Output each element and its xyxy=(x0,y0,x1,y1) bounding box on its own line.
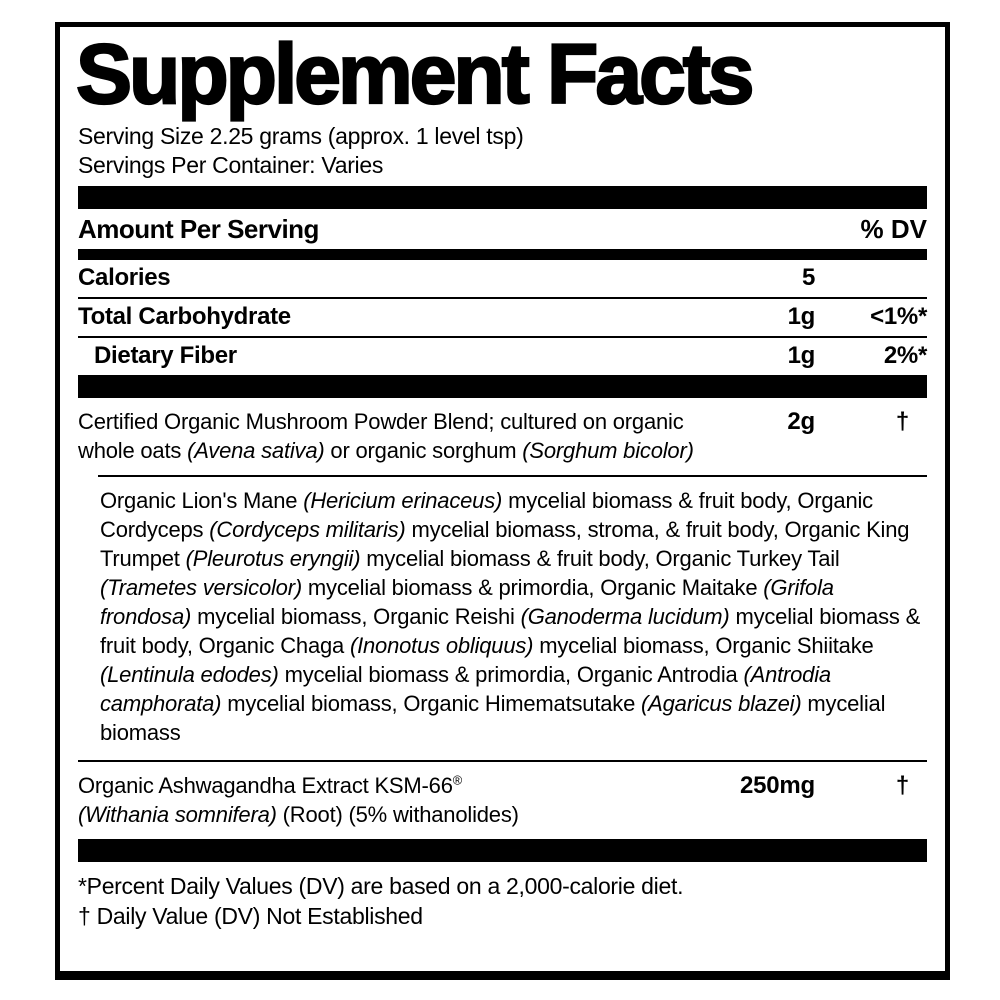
column-header-row xyxy=(78,209,927,249)
nutrient-dv: <1%* xyxy=(870,302,927,330)
nutrient-row-dietary-fiber xyxy=(78,336,927,375)
separator-bar-mid xyxy=(78,375,927,398)
footnote-dagger: † Daily Value (DV) Not Established xyxy=(78,902,423,929)
separator-bar-top xyxy=(78,186,927,209)
ashwagandha-line1: Organic Ashwagandha Extract KSM-66® xyxy=(78,772,462,798)
ingredient-row-mushroom-blend xyxy=(78,398,927,475)
servings-per-container: Servings Per Container: Varies xyxy=(78,151,384,178)
footnote-percent-dv: *Percent Daily Values (DV) are based on a 2,000-calorie diet. xyxy=(78,872,684,899)
ingredient-amount: 2g xyxy=(787,407,815,435)
supplement-facts-panel xyxy=(55,22,950,980)
ashwagandha-line2: (Withania somnifera) (Root) (5% withanolides) xyxy=(78,801,519,827)
ingredient-name: Certified Organic Mushroom Powder Blend; cultured on organic whole oats (Avena sativa) or organic sorghum (Sorghum bicolor) xyxy=(78,408,694,463)
ingredient-amount: 250mg xyxy=(739,771,815,799)
amount-per-serving-header: Amount Per Serving xyxy=(78,213,319,244)
daily-value-not-established-dagger: † xyxy=(895,771,909,799)
separator-bar-header xyxy=(78,249,927,260)
daily-value-not-established-dagger: † xyxy=(895,407,909,435)
ingredient-name xyxy=(78,771,720,829)
mushroom-blend-details: Organic Lion's Mane (Hericium erinaceus) mycelial biomass & fruit body, Organic Cordyceps (Cordyceps militaris) mycelial biomass, stroma, & fruit body, Organic King Trumpet (Pleurotus eryngii) mycelial biomass & fruit body, Organic Turkey Tail (Trametes versicolor) mycelial biomass & primordia, Organic Maitake (Grifola frondosa) mycelial biomass, Organic Reishi (Ganoderma lucidum) mycelial biomass & fruit body, Organic Chaga (Inonotus obliquus) mycelial biomass, Organic Shiitake (Lentinula edodes) mycelial biomass & primordia, Organic Antrodia (Antrodia camphorata) mycelial biomass, Organic Himematsutake (Agaricus blazei) mycelial biomass xyxy=(98,475,927,760)
nutrient-name: Total Carbohydrate xyxy=(78,302,291,330)
serving-size: Serving Size 2.25 grams (approx. 1 level tsp) xyxy=(78,122,524,149)
ingredient-row-ashwagandha xyxy=(78,760,927,839)
nutrient-dv: 2%* xyxy=(883,341,927,369)
nutrient-amount: 5 xyxy=(801,263,815,291)
nutrient-amount: 1g xyxy=(787,302,815,330)
nutrient-name: Calories xyxy=(78,263,171,291)
footnotes xyxy=(78,862,927,935)
nutrient-amount: 1g xyxy=(787,341,815,369)
nutrient-row-total-carbohydrate xyxy=(78,297,927,336)
nutrient-row-calories xyxy=(78,260,927,297)
separator-bar-bottom xyxy=(78,839,927,862)
panel-title: Supplement Facts xyxy=(76,27,752,121)
percent-dv-header: % DV xyxy=(860,213,927,244)
nutrient-name: Dietary Fiber xyxy=(94,341,237,369)
